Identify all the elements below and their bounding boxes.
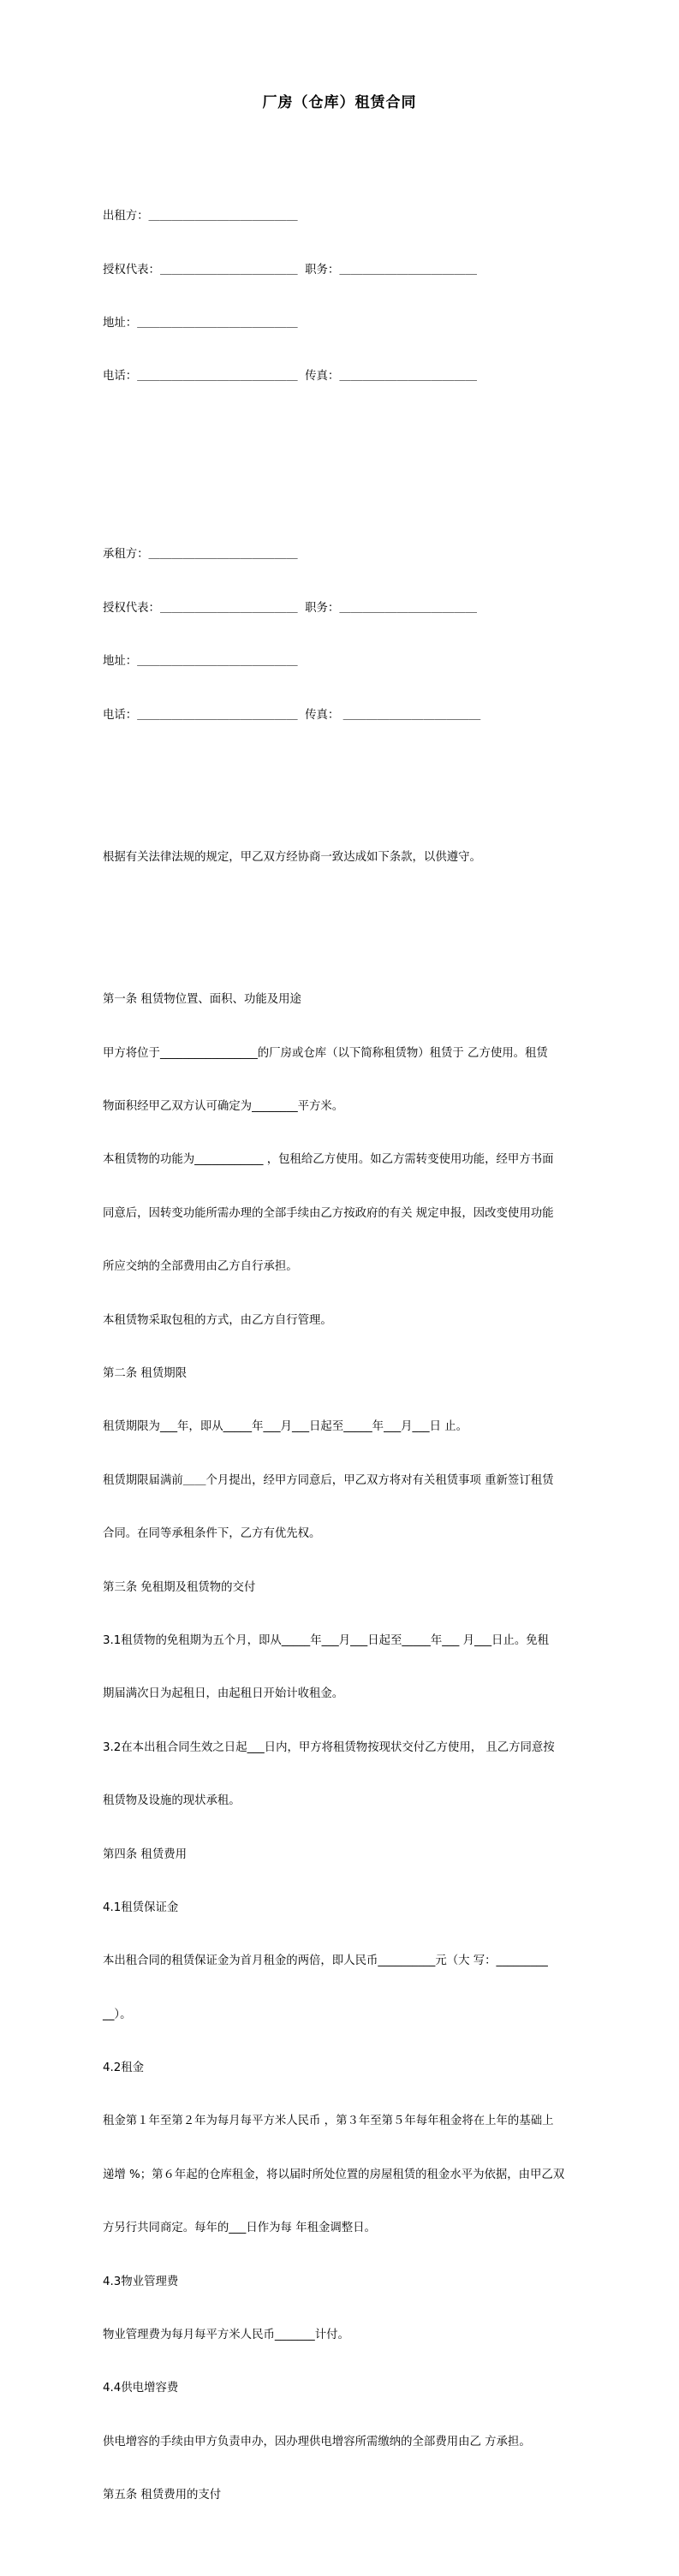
text-line: 3.2在本出租合同生效之日起___日内，甲方将租赁物按现状交付乙方使用， 且乙方同意按 (103, 1740, 555, 1754)
spacer (103, 457, 582, 475)
lessor-representative-line: 授权代表：＿＿＿＿＿＿＿＿＿＿＿＿ 职务：＿＿＿＿＿＿＿＿＿＿＿＿ (103, 263, 478, 277)
document-title: 厂房（仓库）租赁合同 (262, 94, 417, 111)
text-line: 合同。在同等承租条件下，乙方有优先权。 (103, 1527, 321, 1541)
text-line: __）。 (103, 2008, 132, 2021)
text-line: 方另行共同商定。每年的___日作为每 年租金调整日。 (103, 2222, 376, 2235)
spacer (103, 795, 582, 813)
lessee-block (103, 511, 582, 760)
text-line: 第三条 免租期及租赁物的交付 (103, 1580, 256, 1594)
text-line: 4.4供电增容费 (103, 2382, 179, 2395)
lessor-address-line: 地址：＿＿＿＿＿＿＿＿＿＿＿＿＿＿ (103, 316, 298, 330)
text-line: 所应交纳的全部费用由乙方自行承担。 (103, 1260, 298, 1274)
text-line: 本租赁物的功能为____________ ，包租给乙方使用。如乙方需转变使用功能，经甲方书面 (103, 1153, 554, 1167)
text-line: 租赁物及设施的现状承租。 (103, 1794, 241, 1808)
text-line: 3.1租赁物的免租期为五个月，即从_____年___月___日起至_____年___ 月___日止。免租 (103, 1633, 550, 1647)
text-line: 租赁期限届满前＿＿个月提出，经甲方同意后，甲乙双方将对有关租赁事项 重新签订租赁 (103, 1473, 554, 1487)
text-line: 4.2租金 (103, 2061, 145, 2075)
text-line: 甲方将位于_________________的厂房或仓库（以下简称租赁物）租赁于 乙方使用。租赁 (103, 1046, 548, 1060)
text-line: 物面积经甲乙双方认可确定为________平方米。 (103, 1100, 344, 1114)
text-line: 同意后，因转变功能所需办理的全部手续由乙方按政府的有关 规定申报，因改变使用功能 (103, 1206, 554, 1220)
text-line: 4.3物业管理费 (103, 2275, 179, 2288)
lessee-name-line: 承租方：＿＿＿＿＿＿＿＿＿＿＿＿＿ (103, 548, 298, 562)
clauses-section (103, 956, 582, 2541)
intro-paragraph: 根据有关法律法规的规定，甲乙双方经协商一致达成如下条款，以供遵守。 (103, 850, 481, 864)
text-line: 租赁期限为___年，即从_____年___月___日起至_____年___月___日 止。 (103, 1420, 468, 1434)
text-line: 第二条 租赁期限 (103, 1366, 187, 1380)
text-line: 第五条 租赁费用的支付 (103, 2489, 222, 2502)
text-line: 4.1租赁保证金 (103, 1901, 179, 1914)
document-body (103, 137, 582, 2576)
lessor-block (103, 173, 582, 422)
lessor-phone-fax-line: 电话：＿＿＿＿＿＿＿＿＿＿＿＿＿＿ 传真：＿＿＿＿＿＿＿＿＿＿＿＿ (103, 370, 478, 384)
text-line: 第四条 租赁费用 (103, 1847, 187, 1861)
text-line: 租金第１年至第２年为每月每平方米人民币 ，第３年至第５年每年租金将在上年的基础上 (103, 2115, 554, 2128)
spacer (103, 902, 582, 920)
lessee-phone-fax-line: 电话：＿＿＿＿＿＿＿＿＿＿＿＿＿＿ 传真： ＿＿＿＿＿＿＿＿＿＿＿＿ (103, 708, 481, 722)
text-line: 递增 %；第６年起的仓库租金，将以届时所处位置的房屋租赁的租金水平为依据，由甲乙双 (103, 2168, 565, 2181)
text-line: 本租赁物采取包租的方式，由乙方自行管理。 (103, 1313, 332, 1327)
text-line: 本出租合同的租赁保证金为首月租金的两倍，即人民币__________元（大 写：_________ (103, 1954, 548, 1968)
lessee-address-line: 地址：＿＿＿＿＿＿＿＿＿＿＿＿＿＿ (103, 655, 298, 669)
lessor-name-line: 出租方：＿＿＿＿＿＿＿＿＿＿＿＿＿ (103, 210, 298, 223)
text-line: 供电增容的手续由甲方负责申办，因办理供电增容所需缴纳的全部费用由乙 方承担。 (103, 2435, 531, 2448)
lessee-representative-line: 授权代表：＿＿＿＿＿＿＿＿＿＿＿＿ 职务：＿＿＿＿＿＿＿＿＿＿＿＿ (103, 601, 478, 615)
text-line: 物业管理费为每月每平方米人民币_______计付。 (103, 2329, 349, 2342)
text-line: 第一条 租赁物位置、面积、功能及用途 (103, 993, 301, 1007)
text-line: 期届满次日为起租日，由起租日开始计收租金。 (103, 1687, 344, 1701)
